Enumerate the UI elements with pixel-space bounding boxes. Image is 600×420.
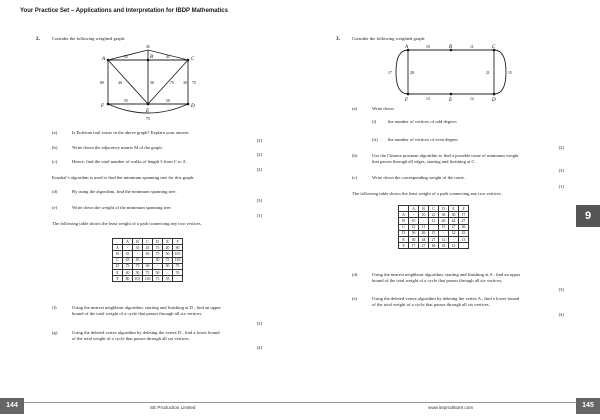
table-cell: A (399, 212, 409, 218)
vertex-F: F (101, 104, 105, 109)
footer-publisher: SE Production Limited (150, 405, 196, 410)
table-cell: C (113, 257, 123, 263)
table-cell: E (113, 269, 123, 275)
table-cell: 45 (133, 257, 143, 263)
table-cell: 75 (133, 263, 143, 269)
table-intro: The following table shows the least weight of a path connecting any two vertices. (352, 191, 502, 196)
table-cell: 46 (459, 224, 469, 230)
table-cell: A (123, 239, 133, 245)
table-cell: 40 (163, 245, 173, 251)
page-number-right: 145 (576, 398, 600, 414)
part-label: (i) (372, 119, 377, 124)
table-cell: 35 (133, 245, 143, 251)
table-cell: 36 (409, 230, 419, 236)
question-3-intro: Consider the following weighted graph: (352, 36, 426, 41)
table-cell: 27 (419, 243, 429, 249)
part-d-line1: Using the nearest neighbour algorithm, starting and finishing at A , find an upper (372, 272, 521, 277)
table-cell: 50 (163, 251, 173, 257)
vertex-B: B (150, 55, 154, 60)
weight-label: 55 (124, 99, 128, 103)
table-cell: - (459, 243, 469, 249)
table-cell: 27 (449, 224, 459, 230)
table-cell: 55 (173, 269, 183, 275)
marks: [1] (256, 213, 262, 218)
marks: [2] (256, 138, 262, 143)
part-label: (b) (52, 145, 58, 150)
table-cell: 44 (419, 236, 429, 242)
weight-label: 35 (124, 55, 128, 59)
table-cell: 75 (123, 263, 133, 269)
part-f-line1: Using the nearest neighbour algorithm, starting and finishing at D , find an upper (72, 305, 221, 310)
table-row (113, 276, 183, 282)
page-header-title: Your Practice Set – Applications and Interpretation for IBDP Mathematics (20, 8, 228, 14)
vertex-D: D (191, 104, 195, 109)
table-cell: B (133, 239, 143, 245)
table-cell: 130 (143, 276, 153, 282)
table-cell: - (133, 251, 143, 257)
table-cell: C (429, 206, 439, 212)
table-cell: 13 (449, 243, 459, 249)
part-label: (c) (352, 175, 358, 180)
vertex-C: C (492, 45, 496, 50)
table-cell: 30 (409, 236, 419, 242)
weight-label: 13 (426, 97, 430, 101)
table-cell: - (123, 245, 133, 251)
table-cell: 75 (153, 245, 163, 251)
table-cell: D (439, 206, 449, 212)
table-cell: B (419, 206, 429, 212)
part-f-line2: bound of the total weight of a cycle that passes through all six vertices. (72, 311, 203, 316)
part-b-text: Write down the adjacency matrix M of the graph. (72, 145, 163, 150)
table-cell: 26 (439, 218, 449, 224)
table-cell: 17 (409, 243, 419, 249)
part-a-i-text: the number of vertices of odd degree; (388, 119, 457, 124)
weight-label: 50 (166, 99, 170, 103)
part-d-text: By using the algorithm, find the minimum spanning tree. (72, 189, 177, 194)
table-cell: 55 (163, 276, 173, 282)
table-cell: 27 (429, 236, 439, 242)
table-cell: A (113, 245, 123, 251)
marks: [3] (256, 321, 262, 326)
marks: [3] (256, 198, 262, 203)
part-label: (d) (52, 189, 58, 194)
part-label: (g) (52, 330, 58, 335)
footer-website: www.seprodstore.com (428, 405, 474, 410)
part-b-line2: that passes through all edges, starting and finishing at C . (372, 159, 477, 164)
marks: [3] (558, 287, 564, 292)
weight-label: 50 (150, 81, 154, 85)
table-cell: - (439, 230, 449, 236)
table-cell: 36 (439, 212, 449, 218)
table-cell: 40 (123, 269, 133, 275)
table-cell: - (173, 276, 183, 282)
marks: [1] (558, 184, 564, 189)
chapter-tab: 9 (576, 205, 600, 227)
marks: [2] (256, 152, 262, 157)
kruskal-text: Kruskal’s algorithm is used to find the minimum spanning tree for this graph. (52, 175, 195, 180)
table-cell: 75 (143, 269, 153, 275)
page-number-left: 144 (0, 398, 24, 414)
table-cell: 26 (419, 230, 429, 236)
left-distance-table (112, 238, 183, 282)
table-cell: D (153, 239, 163, 245)
part-c-text: Write down the corresponding weight of the route. (372, 175, 465, 180)
question-3-number: 3. (336, 36, 340, 42)
table-cell: - (429, 224, 439, 230)
part-label: (a) (52, 130, 58, 135)
part-a-text: Is Eulerian trail exists in the above graph? Explain your answer. (72, 130, 190, 135)
table-cell: B (113, 251, 123, 257)
table-cell: E (449, 206, 459, 212)
table-cell: 15 (429, 230, 439, 236)
part-g-line1: Using the deleted vertex algorithm by deleting the vertex D , find a lower bound (72, 330, 220, 335)
table-cell: F (399, 243, 409, 249)
weight-label: 75 (170, 81, 174, 85)
table-cell: 50 (153, 269, 163, 275)
marks: [2] (558, 145, 564, 150)
vertex-F: F (405, 98, 409, 103)
table-cell: 75 (153, 251, 163, 257)
weight-label: 28 (410, 71, 414, 75)
marks: [4] (256, 345, 262, 350)
vertex-D: D (492, 98, 496, 103)
footer-divider (14, 402, 586, 403)
vertex-E: E (146, 109, 150, 114)
table-cell: - (419, 218, 429, 224)
table-cell: - (409, 212, 419, 218)
table-cell: 75 (153, 276, 163, 282)
part-g-line2: of the total weight of a cycle that passes through all six vertices. (72, 336, 190, 341)
table-cell: 35 (123, 251, 133, 257)
table-cell: - (449, 236, 459, 242)
weight-label: 17 (388, 71, 392, 75)
table-cell: 30 (449, 212, 459, 218)
part-label: (ii) (372, 137, 378, 142)
part-label: (d) (352, 272, 358, 277)
table-cell: 21 (429, 212, 439, 218)
table-cell: 45 (143, 245, 153, 251)
part-a-ii-text: the number of vertices of even degree. (388, 137, 459, 142)
table-cell: 45 (143, 251, 153, 257)
table-cell: 80 (173, 245, 183, 251)
table-cell: 12 (439, 236, 449, 242)
table-cell: 15 (439, 224, 449, 230)
table-cell: 80 (123, 276, 133, 282)
weight-label: 21 (486, 71, 490, 75)
weight-label: 30 (183, 81, 187, 85)
table-cell: 13 (459, 236, 469, 242)
table-cell: 25 (439, 243, 449, 249)
question-2-graph (88, 44, 218, 122)
vertex-C: C (191, 57, 195, 62)
weight-label: 40 (118, 81, 122, 85)
part-label: (e) (52, 205, 58, 210)
table-cell: 27 (459, 218, 469, 224)
part-b-line1: Use the Chinese postman algorithm to find a possible route of minimum weight (372, 153, 519, 158)
table-cell: 10 (409, 218, 419, 224)
table-row (399, 243, 469, 249)
table-cell: C (399, 224, 409, 230)
right-distance-table (398, 205, 469, 249)
table-cell: 75 (163, 257, 173, 263)
part-label: (b) (352, 153, 358, 158)
table-cell: 25 (459, 230, 469, 236)
question-3-graph (386, 42, 522, 104)
part-label: (c) (52, 159, 58, 164)
table-cell: D (113, 263, 123, 269)
weight-label: 12 (470, 97, 474, 101)
weight-label: 15 (508, 71, 512, 75)
weight-label: 45 (146, 45, 150, 49)
weight-label: 75 (192, 81, 196, 85)
part-d-line2: bound of the total weight of a cycle that passes through all six vertices. (372, 278, 503, 283)
part-a-text: Write down (372, 106, 394, 111)
table-cell: 105 (173, 251, 183, 257)
marks: [3] (558, 168, 564, 173)
part-c-text: Hence, find the total number of walks of length 3 from C to A . (72, 159, 188, 164)
table-cell: 11 (419, 224, 429, 230)
table-cell: 50 (133, 269, 143, 275)
table-cell: 105 (133, 276, 143, 282)
part-label: (a) (352, 106, 358, 111)
table-cell: 130 (173, 257, 183, 263)
vertex-E: E (449, 98, 453, 103)
part-label: (f) (52, 305, 57, 310)
table-intro: The following table shows the least weight of a path connecting any two vertices. (52, 221, 202, 226)
table-cell: - (143, 257, 153, 263)
table-cell: 30 (143, 263, 153, 269)
table-cell: 11 (429, 218, 439, 224)
part-e-text: Write down the weight of the minimum spanning tree. (72, 205, 172, 210)
weight-label: 45 (166, 55, 170, 59)
table-cell: 30 (153, 257, 163, 263)
table-cell: - (163, 269, 173, 275)
part-e-line2: of the total weight of a cycle that passes through all six vertices. (372, 302, 490, 307)
weight-label: 75 (146, 117, 150, 121)
weight-label: 80 (100, 81, 104, 85)
table-cell: 17 (459, 212, 469, 218)
table-cell: 21 (409, 224, 419, 230)
part-e-line1: Using the deleted vertex algorithm by deleting the vertex A , find a lower bound (372, 296, 520, 301)
table-cell: E (399, 236, 409, 242)
weight-label: 11 (470, 45, 474, 49)
part-label: (e) (352, 296, 358, 301)
table-cell: E (163, 239, 173, 245)
vertex-B: B (449, 45, 453, 50)
weight-label: 10 (426, 45, 430, 49)
table-cell: 46 (429, 243, 439, 249)
table-cell: 12 (449, 230, 459, 236)
marks: [2] (256, 167, 262, 172)
table-cell: C (143, 239, 153, 245)
table-cell: 45 (123, 257, 133, 263)
table-cell: D (399, 230, 409, 236)
vertex-A: A (405, 45, 409, 50)
table-cell: B (399, 218, 409, 224)
table-cell: 50 (163, 263, 173, 269)
table-cell: - (153, 263, 163, 269)
question-2-number: 2. (36, 36, 40, 42)
table-cell: F (173, 239, 183, 245)
table-cell: F (113, 276, 123, 282)
marks: [4] (558, 312, 564, 317)
table-cell: 44 (449, 218, 459, 224)
table-cell: 75 (173, 263, 183, 269)
vertex-A: A (102, 57, 106, 62)
question-2-intro: Consider the following weighted graph: (52, 36, 126, 41)
table-cell: 10 (419, 212, 429, 218)
table-cell: A (409, 206, 419, 212)
table-cell: F (459, 206, 469, 212)
